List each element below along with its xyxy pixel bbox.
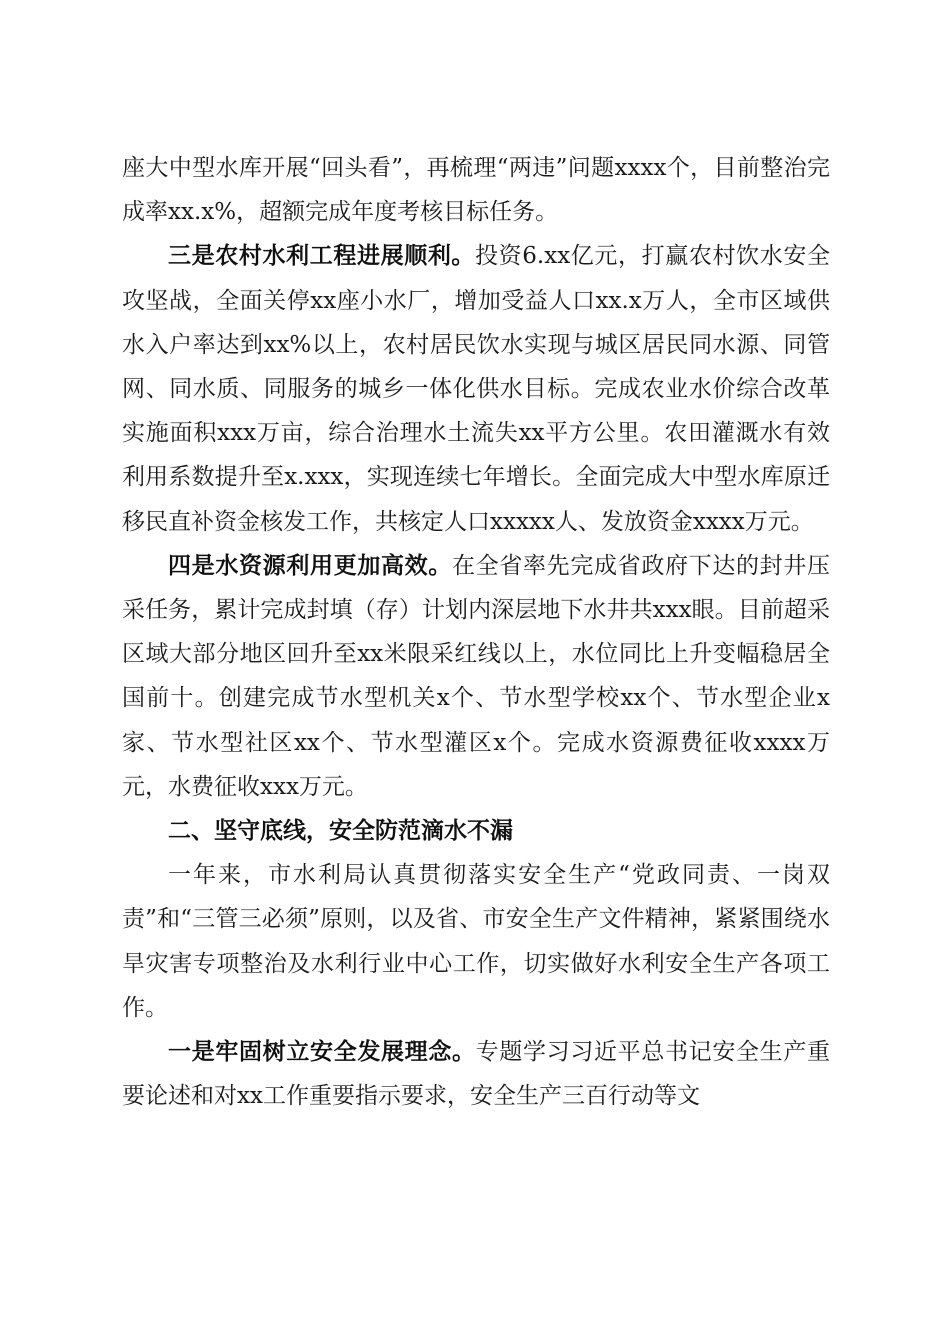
paragraph-text: 一年来，市水利局认真贯彻落实安全生产“党政同责、一岗双责”和“三管三必须”原则，以及省、市安全生产文件精神，紧紧围绕水旱灾害专项整治及水利行业中心工作，切实做好水利安全生产各项工作。 xyxy=(122,862,830,1021)
paragraph-continuation xyxy=(122,146,830,234)
paragraph-lead: 四是水资源利用更加高效。 xyxy=(168,552,452,579)
paragraph-lead: 三是农村水利工程进展顺利。 xyxy=(168,243,476,270)
paragraph-rural-water xyxy=(122,234,830,543)
paragraph-text: 专题学习习近平总书记安全生产重要论述和对xx工作重要指示要求，安全生产三百行动等文 xyxy=(122,1039,831,1110)
document-body xyxy=(122,146,830,1118)
paragraph-water-resources xyxy=(122,544,830,809)
paragraph-safety-concept xyxy=(122,1030,830,1118)
paragraph-text: 投资6.xx亿元，打赢农村饮水安全攻坚战，全面关停xx座小水厂，增加受益人口xx.x万人，全市区域供水入户率达到xx%以上，农村居民饮水实现与城区居民同水源、同管网、同水质、同服务的城乡一体化供水目标。完成农业水价综合改革实施面积xxx万亩，综合治理水土流失xx平方公里。农田灌溉水有效利用系数提升至x.xxx，实现连续七年增长。全面完成大中型水库原迁移民直补资金核发工作，共核定人口xxxxx人、发放资金xxxx万元。 xyxy=(122,243,831,535)
paragraph-safety-intro xyxy=(122,853,830,1030)
paragraph-text: 座大中型水库开展“回头看”，再梳理“两违”问题xxxx个，目前整治完成率xx.x%，超额完成年度考核目标任务。 xyxy=(122,155,830,226)
section-heading: 二、坚守底线，安全防范滴水不漏 xyxy=(168,818,513,845)
paragraph-text: 在全省率先完成省政府下达的封井压采任务，累计完成封填（存）计划内深层地下水井共xxx眼。目前超采区域大部分地区回升至xx米限采红线以上，水位同比上升变幅稳居全国前十。创建完成节水型机关x个、节水型学校xx个、节水型企业x家、节水型社区xx个、节水型灌区x个。完成水资源费征收xxxx万元，水费征收xxx万元。 xyxy=(122,552,831,800)
paragraph-lead: 一是牢固树立安全发展理念。 xyxy=(168,1039,476,1066)
